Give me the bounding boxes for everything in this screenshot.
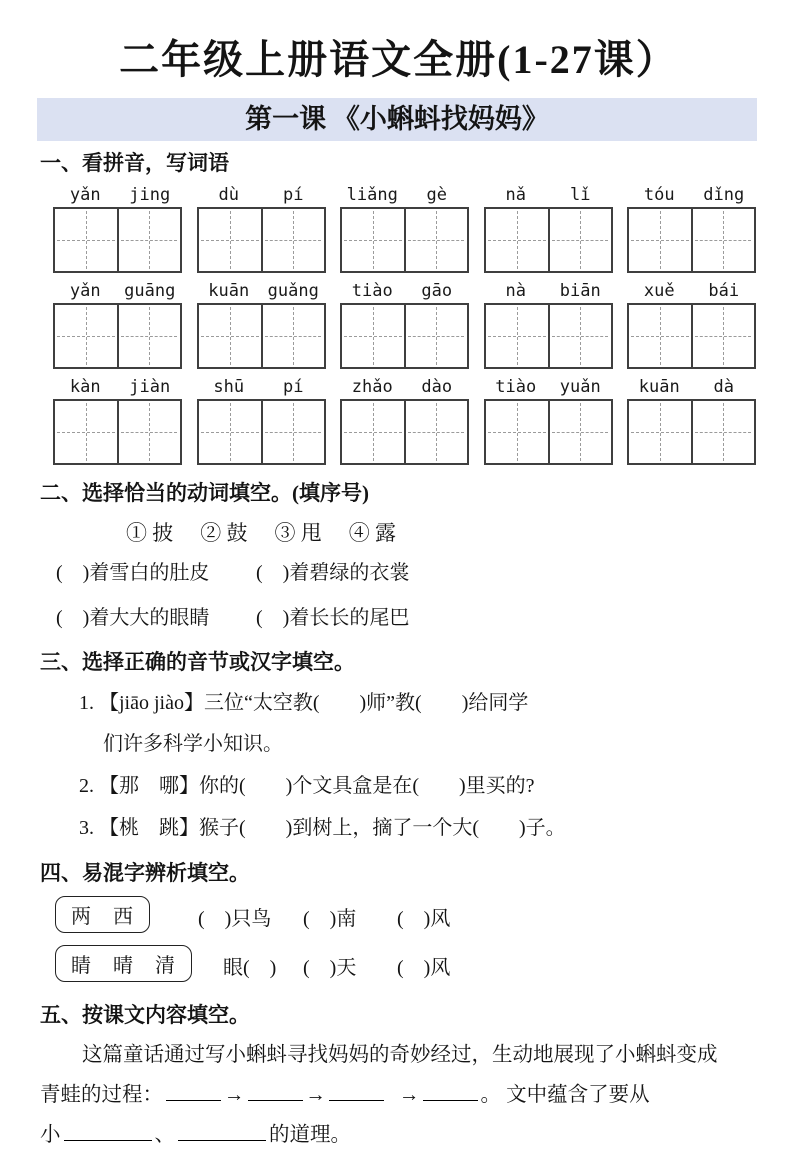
pinyin-word-group <box>340 281 469 369</box>
fill-blank <box>64 1126 152 1141</box>
verb-blank-item: ( )着碧绿的衣裳 <box>256 562 410 584</box>
pinyin-word-group <box>484 281 613 369</box>
writing-cell <box>629 305 691 367</box>
pinyin-syllable: dào <box>421 377 453 397</box>
fill-blank <box>178 1126 266 1141</box>
pinyin-word-group <box>53 377 182 465</box>
pinyin-word-group <box>627 281 756 369</box>
verb-option: ③ 甩 <box>274 521 322 545</box>
question-text: 【那 哪】你的( )个文具盒是在( )里买的? <box>99 775 535 797</box>
pinyin-syllable: zhǎo <box>351 377 393 397</box>
writing-grid <box>627 399 756 465</box>
question-number: 3. <box>79 817 94 839</box>
question-text: 【jiāo jiào】三位“太空教( )师”教( )给同学 <box>99 692 529 714</box>
arrow-text: → <box>224 1084 245 1106</box>
writing-cell <box>548 401 610 463</box>
writing-cell <box>342 305 404 367</box>
verb-blank-item: ( )着长长的尾巴 <box>256 607 410 629</box>
paragraph-line: 这篇童话通过写小蝌蚪寻找妈妈的奇妙经过，生动地展现了小蝌蚪变成 <box>82 1044 718 1066</box>
confusable-row <box>40 944 757 985</box>
pinyin-syllable: pí <box>283 185 304 205</box>
writing-cell <box>261 305 323 367</box>
pinyin-row <box>53 281 756 369</box>
verb-blank-list <box>56 559 757 632</box>
writing-cell <box>629 209 691 271</box>
pinyin-syllable: jing <box>129 185 171 205</box>
writing-cell <box>486 401 548 463</box>
pinyin-syllable: dǐng <box>703 185 745 205</box>
confusable-row <box>40 895 757 936</box>
writing-grid <box>627 303 756 369</box>
writing-cell <box>691 209 753 271</box>
writing-grid <box>53 399 182 465</box>
writing-cell <box>55 305 117 367</box>
pinyin-syllable: biān <box>559 281 601 301</box>
pinyin-word-group <box>484 185 613 273</box>
writing-grid <box>484 303 613 369</box>
question-continuation: 们许多科学小知识。 <box>103 733 283 755</box>
pinyin-syllable: kàn <box>69 377 101 397</box>
verb-option: ④ 露 <box>348 521 396 545</box>
passage-text: 的道理。 <box>269 1124 351 1146</box>
passage-text: 、 <box>154 1124 175 1146</box>
pinyin-word-group <box>627 185 756 273</box>
char-blank-item: 眼( ) <box>223 957 277 979</box>
writing-grid <box>484 399 613 465</box>
pinyin-row <box>53 377 756 465</box>
pinyin-syllable: nǎ <box>505 185 526 205</box>
writing-cell <box>199 305 261 367</box>
writing-grid <box>197 399 326 465</box>
writing-grid <box>53 207 182 273</box>
pinyin-syllable: tiào <box>495 377 537 397</box>
pinyin-syllable: liǎng <box>346 185 398 205</box>
writing-cell <box>261 401 323 463</box>
writing-grid <box>627 207 756 273</box>
pinyin-word-group <box>340 377 469 465</box>
question-item <box>79 772 757 801</box>
pinyin-syllable: dù <box>218 185 239 205</box>
writing-cell <box>117 209 179 271</box>
verb-blank-item: ( )着大大的眼睛 <box>56 607 210 629</box>
pinyin-syllable: yuǎn <box>559 377 601 397</box>
pinyin-word-group <box>340 185 469 273</box>
section-1-heading: 一、看拼音，写词语 <box>40 151 229 175</box>
writing-cell <box>199 209 261 271</box>
passage-text: 青蛙的过程： <box>40 1084 163 1106</box>
verb-option: ① 披 <box>126 521 174 545</box>
section-4-heading: 四、易混字辨析填空。 <box>40 861 250 885</box>
writing-grid <box>197 303 326 369</box>
pinyin-word-group <box>627 377 756 465</box>
char-blank-item: ( )风 <box>397 957 451 979</box>
lesson-header-bar <box>37 98 757 141</box>
question-number: 1. <box>79 692 94 714</box>
pinyin-syllable: shū <box>213 377 245 397</box>
pinyin-word-group <box>53 185 182 273</box>
verb-options <box>126 517 757 547</box>
section-5-heading: 五、按课文内容填空。 <box>40 1003 250 1027</box>
pinyin-word-group <box>197 185 326 273</box>
pinyin-word-group <box>484 377 613 465</box>
choice-box: 睛 晴 清 <box>55 945 192 982</box>
writing-cell <box>404 401 466 463</box>
writing-cell <box>486 209 548 271</box>
writing-grid <box>340 399 469 465</box>
paragraph-line <box>40 1115 757 1155</box>
question-item <box>79 814 757 843</box>
verb-option: ② 鼓 <box>200 521 248 545</box>
pinyin-syllable: gāo <box>421 281 453 301</box>
passage-text: 。 文中蕴含了要从 <box>480 1084 650 1106</box>
writing-cell <box>261 209 323 271</box>
writing-cell <box>629 401 691 463</box>
pinyin-syllable: kuān <box>208 281 250 301</box>
writing-grid <box>484 207 613 273</box>
writing-cell <box>404 209 466 271</box>
writing-cell <box>117 305 179 367</box>
pinyin-syllable: bái <box>708 281 740 301</box>
section-3-heading: 三、选择正确的音节或汉字填空。 <box>40 650 355 674</box>
passage-fill <box>40 1035 757 1155</box>
char-blank-item: ( )南 <box>303 908 357 930</box>
pinyin-syllable: yǎn <box>69 185 101 205</box>
pinyin-word-group <box>197 377 326 465</box>
writing-cell <box>199 401 261 463</box>
writing-grid <box>340 207 469 273</box>
writing-cell <box>117 401 179 463</box>
char-blank-item: ( )风 <box>397 908 451 930</box>
writing-cell <box>486 305 548 367</box>
writing-grid <box>53 303 182 369</box>
fill-blank <box>166 1086 221 1101</box>
pinyin-syllable: dà <box>713 377 734 397</box>
writing-cell <box>55 209 117 271</box>
pinyin-syllable: tiào <box>351 281 393 301</box>
lesson-header-title: 第一课 《小蝌蚪找妈妈》 <box>245 104 549 134</box>
pinyin-syllable: tóu <box>643 185 675 205</box>
fill-blank <box>329 1086 384 1101</box>
writing-cell <box>55 401 117 463</box>
pinyin-syllable: jiàn <box>129 377 171 397</box>
paragraph-line <box>40 1075 757 1115</box>
pinyin-word-group <box>197 281 326 369</box>
pinyin-syllable: gè <box>426 185 447 205</box>
pinyin-syllable: guāng <box>124 281 176 301</box>
char-blank-item: ( )只鸟 <box>198 908 272 930</box>
fill-blank <box>248 1086 303 1101</box>
writing-cell <box>691 401 753 463</box>
question-number: 2. <box>79 775 94 797</box>
writing-cell <box>342 209 404 271</box>
pinyin-syllable: guǎng <box>267 281 319 301</box>
fill-blank <box>423 1086 478 1101</box>
writing-grid <box>197 207 326 273</box>
writing-cell <box>548 209 610 271</box>
section-2-heading: 二、选择恰当的动词填空。(填序号) <box>40 481 369 505</box>
arrow-text: → <box>305 1084 326 1106</box>
arrow-text: → <box>399 1084 420 1106</box>
pinyin-word-group <box>53 281 182 369</box>
pinyin-syllable: nà <box>505 281 526 301</box>
choice-box: 两 西 <box>55 896 150 933</box>
pinyin-syllable: kuān <box>638 377 680 397</box>
pinyin-syllable: pí <box>283 377 304 397</box>
writing-cell <box>548 305 610 367</box>
question-text: 【桃 跳】猴子( )到树上，摘了一个大( )子。 <box>99 817 566 839</box>
pinyin-syllable: xuě <box>643 281 675 301</box>
char-blank-item: ( )天 <box>303 957 357 979</box>
pinyin-syllable: yǎn <box>69 281 101 301</box>
page-title: 二年级上册语文全册(1-27课） <box>119 37 678 82</box>
verb-blank-item: ( )着雪白的肚皮 <box>56 562 210 584</box>
passage-text: 小 <box>40 1124 61 1146</box>
writing-cell <box>342 401 404 463</box>
writing-grid <box>340 303 469 369</box>
writing-cell <box>691 305 753 367</box>
pinyin-syllable: lǐ <box>570 185 591 205</box>
writing-cell <box>404 305 466 367</box>
pinyin-row <box>53 185 756 273</box>
question-item <box>79 689 757 718</box>
